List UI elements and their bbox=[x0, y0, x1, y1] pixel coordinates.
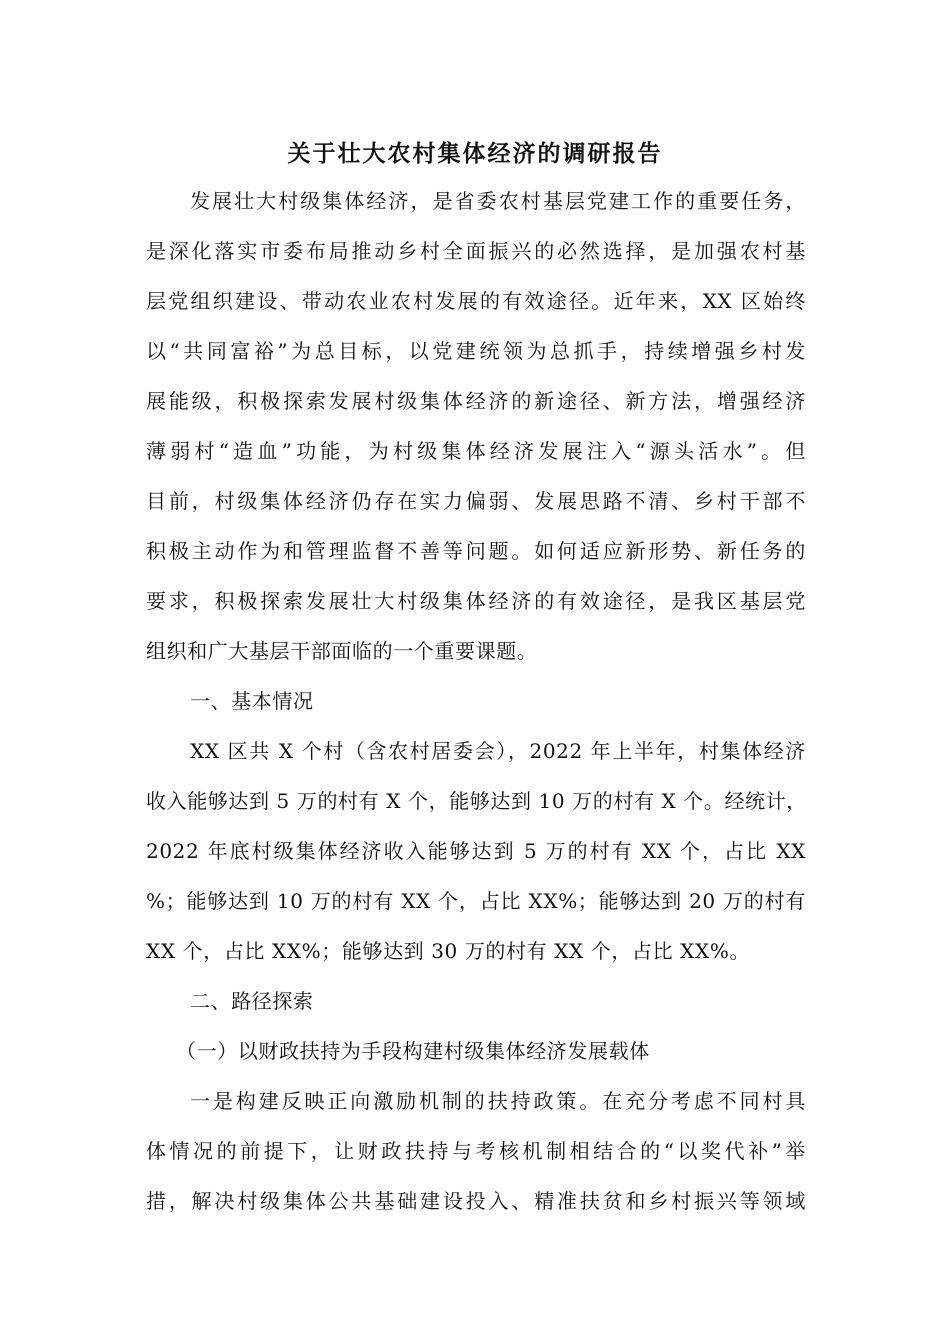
text-line: 组织和广大基层干部面临的一个重要课题。 bbox=[146, 639, 538, 663]
text-line: 是深化落实市委布局推动乡村全面振兴的必然选择，是加强农村基 bbox=[146, 239, 806, 263]
text-line: 积极主动作为和管理监督不善等问题。如何适应新形势、新任务的 bbox=[146, 539, 806, 563]
text-line: XX 个，占比 XX%；能够达到 30 万的村有 XX 个，占比 XX%。 bbox=[146, 939, 751, 963]
text-line: 措，解决村级集体公共基础建设投入、精准扶贫和乡村振兴等领域 bbox=[146, 1189, 806, 1213]
text-line: 发展壮大村级集体经济，是省委农村基层党建工作的重要任务， bbox=[190, 189, 806, 213]
text-line: 要求，积极探索发展壮大村级集体经济的有效途径，是我区基层党 bbox=[146, 589, 806, 613]
text-line: %；能够达到 10 万的村有 XX 个，占比 XX%；能够达到 20 万的村有 bbox=[146, 889, 806, 913]
text-line: 薄弱村“造血”功能，为村级集体经济发展注入“源头活水”。但 bbox=[146, 439, 806, 463]
document-body bbox=[146, 176, 806, 1226]
text-line: 目前，村级集体经济仍存在实力偏弱、发展思路不清、乡村干部不 bbox=[146, 489, 806, 513]
text-line: 2022 年底村级集体经济收入能够达到 5 万的村有 XX 个，占比 XX bbox=[146, 839, 806, 863]
text-line: 体情况的前提下，让财政扶持与考核机制相结合的“以奖代补”举 bbox=[146, 1139, 806, 1163]
text-line: 以“共同富裕”为总目标，以党建统领为总抓手，持续增强乡村发 bbox=[146, 339, 806, 363]
text-line: 层党组织建设、带动农业农村发展的有效途径。近年来，XX 区始终 bbox=[146, 289, 806, 313]
subsection-heading: （一）以财政扶持为手段构建村级集体经济发展载体 bbox=[176, 1039, 650, 1063]
section-heading: 二、路径探索 bbox=[190, 989, 314, 1013]
text-line: 收入能够达到 5 万的村有 X 个，能够达到 10 万的村有 X 个。经统计， bbox=[146, 789, 807, 813]
text-line: 展能级，积极探索发展村级集体经济的新途径、新方法，增强经济 bbox=[146, 389, 806, 413]
section-heading: 一、基本情况 bbox=[190, 689, 314, 713]
text-line: XX 区共 X 个村（含农村居委会），2022 年上半年，村集体经济 bbox=[190, 739, 806, 763]
document-title: 关于壮大农村集体经济的调研报告 bbox=[287, 140, 663, 167]
text-line: 一是构建反映正向激励机制的扶持政策。在充分考虑不同村具 bbox=[190, 1089, 806, 1113]
